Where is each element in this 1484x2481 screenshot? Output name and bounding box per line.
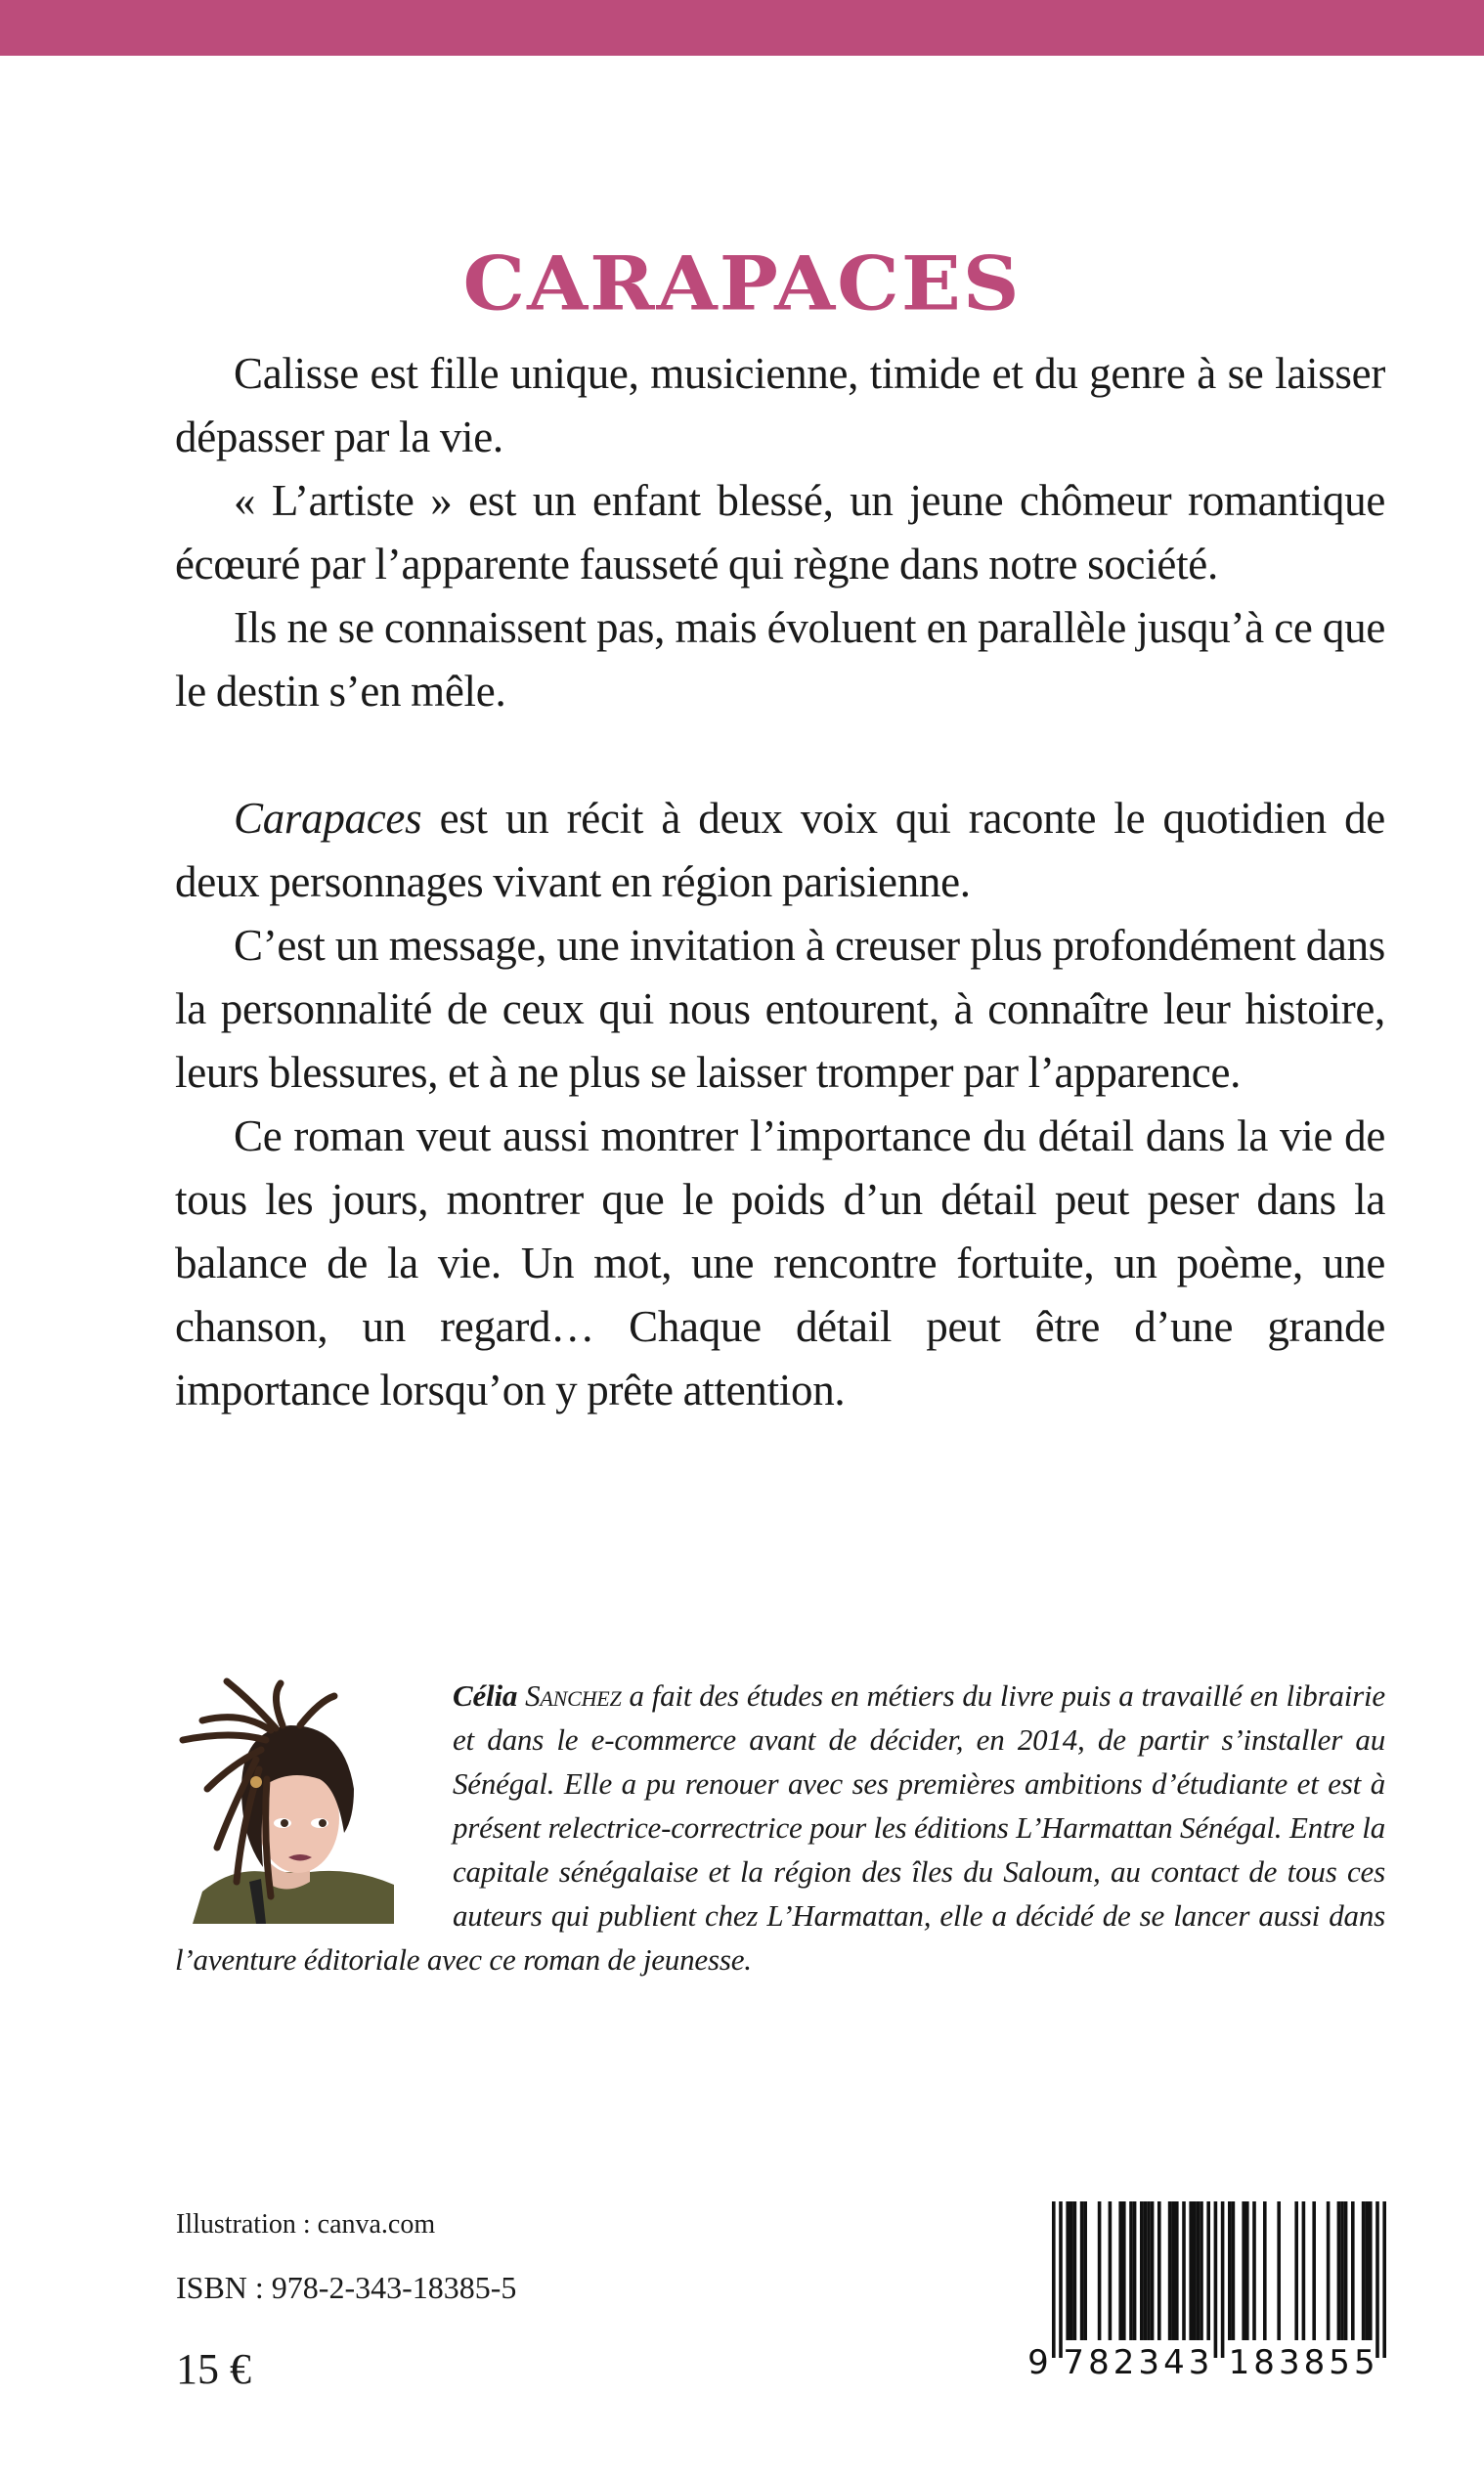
synopsis bbox=[175, 342, 1385, 1422]
illustration-credit: Illustration : canva.com bbox=[176, 2209, 436, 2240]
synopsis-paragraph: C’est un message, une invitation à creuser plus profondément dans la personnalité de ceux qui nous entourent, à connaître leur histoire, leurs blessures, et à ne plus se laisser tromper par l’apparence. bbox=[175, 921, 1385, 1097]
svg-text:183855: 183855 bbox=[1228, 2343, 1375, 2377]
synopsis-paragraph: Carapaces est un récit à deux voix qui raconte le quotidien de deux personnages vivant en région parisienne. bbox=[175, 794, 1385, 906]
book-title: CARAPACES bbox=[462, 239, 1022, 327]
top-color-band bbox=[0, 0, 1484, 56]
svg-text:9: 9 bbox=[1027, 2343, 1049, 2377]
synopsis-paragraph: Ce roman veut aussi montrer l’importance du détail dans la vie de tous les jours, montrer que le poids d’un détail peut peser dans la balance de la vie. Un mot, une rencontre fortuite, un poème, une chanson, un regard… Chaque détail peut être d’une grande importance lorsqu’on y prête attention. bbox=[175, 1111, 1385, 1415]
book-title-italic: Carapaces bbox=[234, 794, 422, 843]
isbn: ISBN : 978-2-343-18385-5 bbox=[176, 2270, 517, 2305]
synopsis-paragraph: « L’artiste » est un enfant blessé, un jeune chômeur romantique écœuré par l’apparente fausseté qui règne dans notre société. bbox=[175, 476, 1385, 588]
synopsis-paragraph: Ils ne se connaissent pas, mais évoluent en parallèle jusqu’à ce que le destin s’en mêle. bbox=[175, 603, 1385, 716]
author-bio-text: Célia Sanchez a fait des études en métiers du livre puis a travaillé en librairie et dans le e-commerce avant de décider, en 2014, de partir s’installer au Sénégal. Elle a pu renouer avec ses premières ambitions d’étudiante et est à présent relectrice-correctrice pour les éditions L’Harmattan Sénégal. Entre la capitale sénégalaise et la région des îles du Saloum, au contact de tous ces auteurs qui publient chez L’Harmattan, elle a décidé de se lancer aussi dans l’aventure éditoriale avec ce roman de jeunesse. bbox=[175, 1678, 1385, 1977]
author-last-name: Sanchez bbox=[525, 1678, 622, 1713]
author-first-name: Célia bbox=[453, 1678, 518, 1713]
photo-spacer bbox=[175, 1674, 453, 1937]
isbn-barcode bbox=[1017, 2201, 1398, 2377]
svg-text:782343: 782343 bbox=[1063, 2343, 1210, 2377]
synopsis-paragraph: Calisse est fille unique, musicienne, timide et du genre à se laisser dépasser par la vie. bbox=[175, 349, 1385, 461]
author-bio bbox=[175, 1674, 1385, 1981]
price: 15 € bbox=[176, 2345, 251, 2393]
